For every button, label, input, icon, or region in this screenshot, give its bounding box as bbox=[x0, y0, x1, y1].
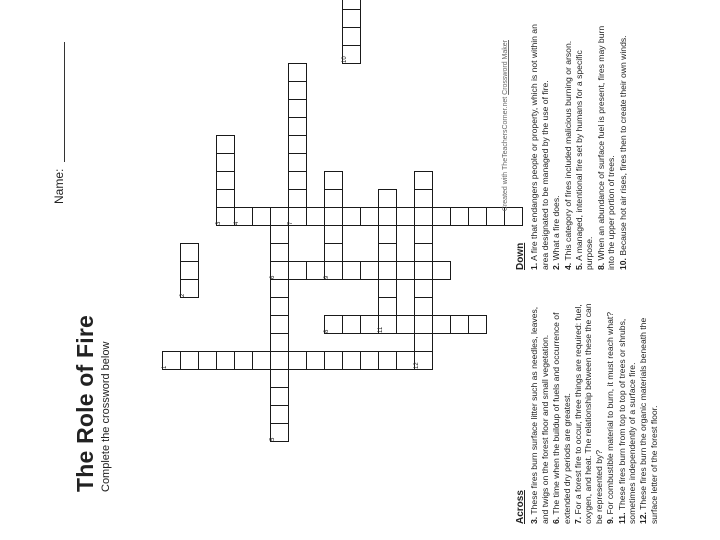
clue-text: The time when the buildup of fuels and occurrence of extended dry periods are greatest. bbox=[551, 312, 572, 524]
crossword-cell[interactable] bbox=[324, 207, 343, 226]
crossword-cell[interactable] bbox=[306, 261, 325, 280]
crossword-cell[interactable] bbox=[216, 171, 235, 190]
crossword-cell[interactable] bbox=[414, 171, 433, 190]
clue-text: A fire that endangers people or property, which is not within an area designated to be managed by the use of fire. bbox=[529, 24, 550, 270]
crossword-cell[interactable] bbox=[324, 189, 343, 208]
crossword-cell[interactable] bbox=[342, 9, 361, 28]
crossword-cell[interactable] bbox=[270, 297, 289, 316]
crossword-cell[interactable] bbox=[342, 207, 361, 226]
across-clue-3 bbox=[573, 294, 604, 524]
clue-number-label: 3 bbox=[216, 221, 222, 225]
crossword-cell[interactable] bbox=[378, 297, 397, 316]
crossword-cell[interactable] bbox=[306, 207, 325, 226]
crossword-cell[interactable] bbox=[216, 135, 235, 154]
crossword-cell[interactable] bbox=[180, 261, 199, 280]
down-heading: Down bbox=[515, 242, 526, 270]
crossword-cell[interactable] bbox=[342, 27, 361, 46]
crossword-cell[interactable] bbox=[288, 135, 307, 154]
crossword-cell[interactable] bbox=[450, 315, 469, 334]
crossword-cell[interactable] bbox=[414, 315, 433, 334]
clue-text: What a fire does. bbox=[551, 195, 562, 263]
crossword-cell[interactable] bbox=[270, 243, 289, 262]
crossword-cell[interactable] bbox=[180, 243, 199, 262]
clue-number: 3. bbox=[529, 516, 540, 524]
crossword-cell[interactable] bbox=[288, 99, 307, 118]
clue-number-label: 11 bbox=[378, 326, 384, 333]
clue-number: 8. bbox=[595, 262, 606, 270]
across-clue-6 bbox=[638, 294, 659, 524]
clue-number: 6. bbox=[551, 516, 562, 524]
crossword-cell[interactable] bbox=[414, 261, 433, 280]
crossword-cell[interactable] bbox=[360, 261, 379, 280]
crossword-cell[interactable] bbox=[288, 171, 307, 190]
crossword-cell[interactable] bbox=[288, 351, 307, 370]
clue-number-label: 5 bbox=[270, 437, 276, 441]
clue-number: 2. bbox=[551, 262, 562, 270]
crossword-cell[interactable] bbox=[288, 117, 307, 136]
crossword-cell[interactable] bbox=[306, 351, 325, 370]
crossword-cell[interactable] bbox=[396, 315, 415, 334]
crossword-cell[interactable] bbox=[414, 279, 433, 298]
crossword-cell[interactable] bbox=[414, 333, 433, 352]
clue-number-label: 10 bbox=[342, 56, 348, 63]
clue-number-label: 2 bbox=[180, 293, 186, 297]
clue-number-label: 4 bbox=[234, 221, 240, 225]
page-subtitle: Complete the crossword below bbox=[100, 341, 112, 492]
clue-number: 1. bbox=[529, 262, 540, 270]
credit-text: Created with TheTeachersCorner.net bbox=[502, 96, 509, 212]
crossword-cell[interactable] bbox=[270, 351, 289, 370]
crossword-cell[interactable] bbox=[378, 225, 397, 244]
across-clue-5 bbox=[617, 294, 638, 524]
clue-number: 4. bbox=[562, 262, 573, 270]
clue-number: 7. bbox=[573, 516, 584, 524]
crossword-cell[interactable] bbox=[270, 207, 289, 226]
across-clue-1 bbox=[529, 294, 550, 524]
crossword-cell[interactable] bbox=[414, 225, 433, 244]
crossword-cell[interactable] bbox=[216, 189, 235, 208]
across-clue-4 bbox=[605, 294, 615, 524]
crossword-cell[interactable] bbox=[468, 315, 487, 334]
clue-number: 12. bbox=[638, 512, 649, 524]
crossword-cell[interactable] bbox=[342, 0, 361, 10]
crossword-cell[interactable] bbox=[198, 351, 217, 370]
crossword-cell[interactable] bbox=[324, 351, 343, 370]
crossword-cell[interactable] bbox=[252, 351, 271, 370]
crossword-cell[interactable] bbox=[432, 207, 451, 226]
crossword-cell[interactable] bbox=[324, 171, 343, 190]
crossword-cell[interactable] bbox=[288, 189, 307, 208]
clue-text: These fires burn surface litter such as needles, leaves, and twigs on the forest floor and small vegetation. bbox=[529, 306, 550, 524]
crossword-cell[interactable] bbox=[396, 351, 415, 370]
crossword-cell[interactable] bbox=[288, 153, 307, 172]
crossword-cell[interactable] bbox=[360, 351, 379, 370]
crossword-cell[interactable] bbox=[270, 279, 289, 298]
crossword-cell[interactable] bbox=[234, 351, 253, 370]
crossword-cell[interactable] bbox=[216, 153, 235, 172]
crossword-cell[interactable] bbox=[270, 387, 289, 406]
crossword-cell[interactable] bbox=[432, 315, 451, 334]
crossword-cell[interactable] bbox=[342, 315, 361, 334]
name-label: Name: bbox=[52, 168, 66, 204]
crossword-cell[interactable] bbox=[270, 405, 289, 424]
clue-text: These fires burn from top to top of trees or shrubs, sometimes independently of a surface fire. bbox=[616, 318, 638, 524]
clue-text: For combustible material to burn, it must reach what? bbox=[605, 311, 616, 517]
clue-text: For a forest fire to occur, three things are required: fuel, oxygen, and heat. The relationship between these the can be represented by? bbox=[573, 303, 604, 524]
clue-number: 5. bbox=[574, 262, 585, 270]
down-clue-5 bbox=[596, 18, 617, 270]
crossword-cell[interactable] bbox=[342, 351, 361, 370]
crossword-cell[interactable] bbox=[378, 207, 397, 226]
across-heading: Across bbox=[515, 490, 526, 524]
crossword-cell[interactable] bbox=[216, 351, 235, 370]
credit-line bbox=[502, 40, 509, 510]
clue-number-label: 1 bbox=[162, 365, 168, 369]
crossword-cell[interactable] bbox=[360, 315, 379, 334]
clue-number-label: 9 bbox=[324, 275, 330, 279]
down-clue-3 bbox=[563, 18, 573, 270]
clue-text: A managed, intentional fire set by humans for a specific purpose. bbox=[574, 50, 595, 270]
clue-text: This category of fires included malicious burning or arson. bbox=[562, 40, 573, 263]
crossword-cell[interactable] bbox=[378, 261, 397, 280]
down-clue-6 bbox=[618, 18, 628, 270]
page-title: The Role of Fire bbox=[72, 315, 98, 492]
crossword-cell[interactable] bbox=[378, 279, 397, 298]
clue-text: These fires burn the organic materials beneath the surface letter of the forest floor. bbox=[638, 317, 659, 524]
crossword-cell[interactable] bbox=[378, 351, 397, 370]
crossword-cell[interactable] bbox=[468, 207, 487, 226]
crossword-cell[interactable] bbox=[378, 243, 397, 262]
down-clues bbox=[516, 18, 629, 270]
crossword-cell[interactable] bbox=[414, 297, 433, 316]
clue-number: 10. bbox=[617, 258, 628, 270]
credit-link[interactable]: Crossword Maker bbox=[502, 40, 509, 95]
clue-number-label: 12 bbox=[414, 362, 420, 369]
crossword-cell[interactable] bbox=[414, 189, 433, 208]
crossword-cell[interactable] bbox=[288, 63, 307, 82]
clue-text: When an abundance of surface fuel is present, fires may burn into the upper portion of trees. bbox=[595, 25, 617, 270]
crossword-cell[interactable] bbox=[432, 261, 451, 280]
crossword-cell[interactable] bbox=[450, 207, 469, 226]
crossword-cell[interactable] bbox=[270, 225, 289, 244]
crossword-cell[interactable] bbox=[342, 261, 361, 280]
clue-number-label: 6 bbox=[270, 275, 276, 279]
down-clue-1 bbox=[529, 18, 550, 270]
crossword-cell[interactable] bbox=[396, 261, 415, 280]
crossword-cell[interactable] bbox=[396, 207, 415, 226]
down-clue-4 bbox=[574, 18, 595, 270]
crossword-cell[interactable] bbox=[414, 207, 433, 226]
crossword-cell[interactable] bbox=[324, 243, 343, 262]
crossword-cell[interactable] bbox=[180, 351, 199, 370]
crossword-cell[interactable] bbox=[288, 81, 307, 100]
clue-number: 9. bbox=[605, 516, 616, 524]
crossword-cell[interactable] bbox=[378, 189, 397, 208]
crossword-cell[interactable] bbox=[270, 333, 289, 352]
clue-text: Because hot air rises, fires then to create their own winds. bbox=[617, 35, 628, 259]
crossword-cell[interactable] bbox=[288, 261, 307, 280]
clue-number-label: 8 bbox=[324, 329, 330, 333]
crossword-cell[interactable] bbox=[252, 207, 271, 226]
crossword-cell[interactable] bbox=[270, 369, 289, 388]
clue-number-label: 7 bbox=[288, 221, 294, 225]
across-clues bbox=[516, 294, 660, 524]
clue-number: 11. bbox=[616, 512, 627, 524]
across-clue-2 bbox=[551, 294, 572, 524]
crossword-cell[interactable] bbox=[414, 243, 433, 262]
down-clue-2 bbox=[551, 18, 561, 270]
crossword-cell[interactable] bbox=[324, 225, 343, 244]
crossword-cell[interactable] bbox=[270, 315, 289, 334]
crossword-cell[interactable] bbox=[360, 207, 379, 226]
